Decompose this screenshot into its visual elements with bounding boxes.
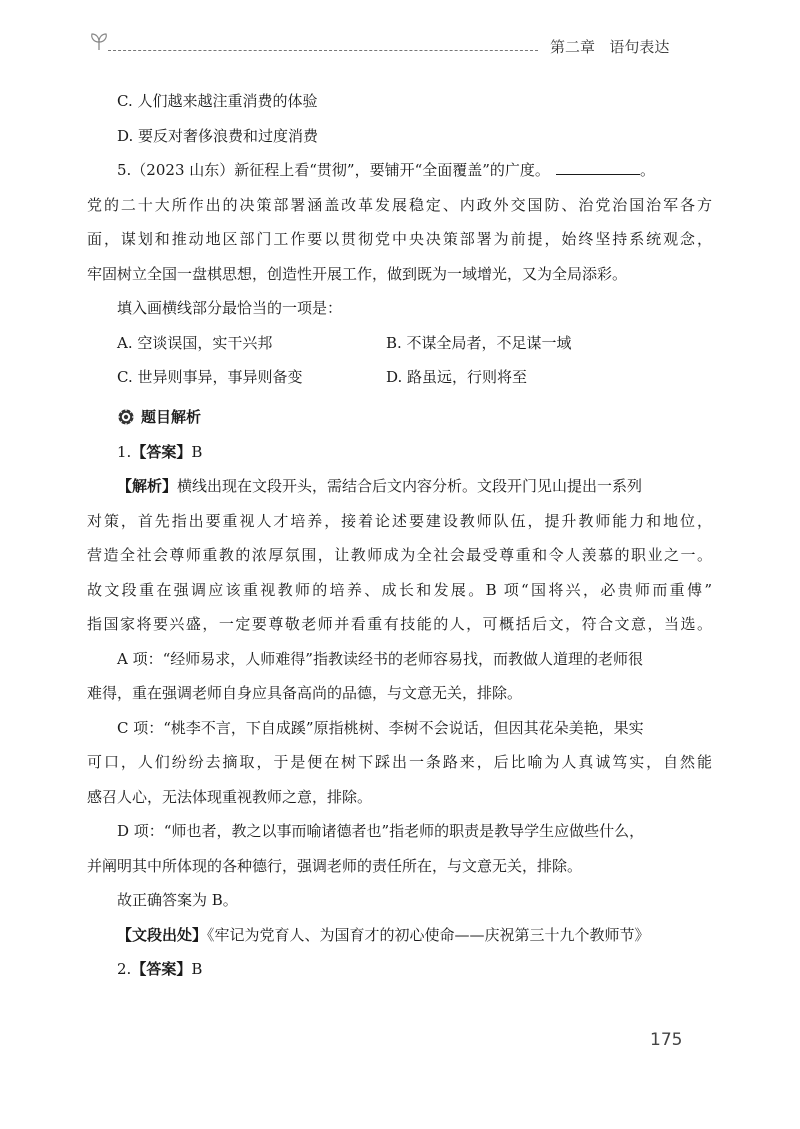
analysis-line [87,469,712,504]
source-text: 《牢记为党育人、为国育才的初心使命——庆祝第三十九个教师节》 [207,925,650,944]
gear-icon [117,408,135,426]
option-c-analysis: 感召人心，无法体现重视教师之意，排除。 [87,787,373,806]
option-c-prev: C. 人们越来越注重消费的体验 [117,92,318,110]
page-number: 175 [650,1030,683,1050]
conclusion: 故正确答案为 B。 [117,891,238,909]
question-5-stem [87,153,712,188]
fill-blank [556,160,640,175]
passage-line: 党的二十大所作出的决策部署涵盖改革发展稳定、内政外交国防、治党治国治军各方 [87,195,712,214]
passage-line: 牢固树立全国一盘棋思想，创造性开展工作，做到既为一域增光，又为全局添彩。 [87,264,628,283]
analysis-tag: 【解析】 [117,477,178,495]
answer-1-number: 1. [117,442,132,461]
analysis-title: 题目解析 [141,407,202,426]
question-prompt: 填入画横线部分最恰当的一项是： [117,299,343,317]
option-a-analysis: A 项：“经师易求，人师难得”指教读经书的老师容易找，而教做人道理的老师很 [117,649,643,668]
options-row [87,360,712,395]
source-tag: 【文段出处】 [117,925,208,944]
analysis-line: 指国家将要兴盛，一定要尊敬老师并看重有技能的人，可概括后文，符合文意，当选。 [87,615,712,633]
option-c: C. 世异则事异，事异则备变 [117,368,303,386]
chapter-number: 第二章 [550,38,596,56]
option-d: D. 路虽远，行则将至 [386,368,528,386]
options-row [87,326,712,361]
answer-2-value: B [191,960,203,978]
chapter-title: 语句表达 [609,38,670,56]
option-a-analysis: 难得，重在强调老师自身应具备高尚的品德，与文意无关，排除。 [87,684,523,702]
page-header [88,28,708,64]
option-c-analysis: C 项：“桃李不言，下自成蹊”原指桃树、李树不会说话，但因其花朵美艳，果实 [117,718,644,737]
analysis-line: 对策，首先指出要重视人才培养，接着论述要建设教师队伍，提升教师能力和地位， [87,511,712,530]
option-a: A. 空谈误国，实干兴邦 [117,333,273,352]
sprout-icon [88,30,110,52]
option-b: B. 不谋全局者，不足谋一域 [386,333,572,352]
question-5-stem-text: 5.（2023 山东）新征程上看“贯彻”，要铺开“全面覆盖”的广度。 [117,161,550,179]
chapter-label [550,36,669,57]
analysis-heading [87,399,712,435]
answer-2 [87,952,712,987]
answer-tag: 【答案】 [131,442,192,461]
option-c-analysis: 可口，人们纷纷去摘取，于是便在树下踩出一条路来，后比喻为人真诚笃实，自然能 [87,753,712,771]
passage-line: 面，谋划和推动地区部门工作要以贯彻党中央决策部署为前提，始终坚持系统观念， [87,230,712,248]
answer-1-value: B [191,442,203,461]
analysis-line: 故文段重在强调应该重视教师的培养、成长和发展。B 项“国将兴，必贵师而重傅” [87,580,712,599]
answer-1 [87,435,712,470]
option-d-analysis: D 项：“师也者，教之以事而喻诸德者也”指老师的职责是教导学生应做些什么， [117,822,645,840]
answer-2-number: 2. [117,960,132,978]
analysis-line: 营造全社会尊师重教的浓厚氛围，让教师成为全社会最受尊重和令人羡慕的职业之一。 [87,546,712,564]
page-content [87,84,712,987]
source-line [87,918,712,953]
header-rule [108,50,538,51]
option-d-prev: D. 要反对奢侈浪费和过度消费 [117,126,319,145]
analysis-text: 横线出现在文段开头，需结合后文内容分析。文段开门见山提出一系列 [177,477,643,495]
option-d-analysis: 并阐明其中所体现的各种德行，强调老师的责任所在，与文意无关，排除。 [87,856,583,875]
answer-tag: 【答案】 [131,960,192,978]
question-5-stem-end: 。 [639,161,655,179]
